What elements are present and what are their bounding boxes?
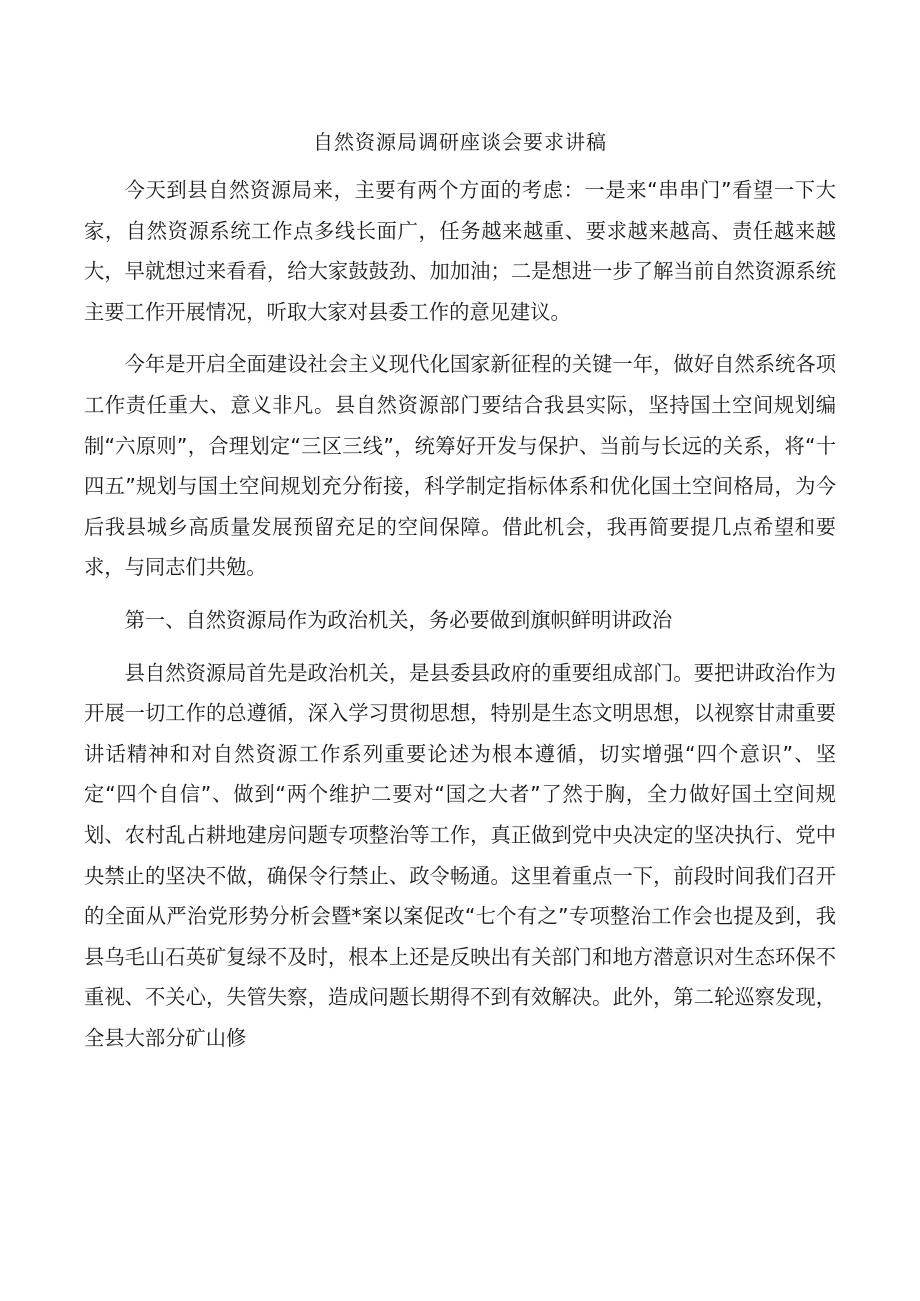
document-body: [84, 170, 836, 1058]
paragraph-context: 今年是开启全面建设社会主义现代化国家新征程的关键一年，做好自然系统各项工作责任重大、意义非凡。县自然资源部门要结合我县实际，坚持国土空间规划编制“六原则”，合理划定“三区三线”，统筹好开发与保护、当前与长远的关系，将“十四五”规划与国土空间规划充分衔接，科学制定指标体系和优化国土空间格局，为今后我县城乡高质量发展预留充足的空间保障。借此机会，我再简要提几点希望和要求，与同志们共勉。: [84, 352, 836, 580]
document-title: 自然资源局调研座谈会要求讲稿: [313, 130, 607, 154]
paragraph-intro: 今天到县自然资源局来，主要有两个方面的考虑：一是来“串串门”看望一下大家，自然资源系统工作点多线长面广，任务越来越重、要求越来越高、责任越来越大，早就想过来看看，给大家鼓鼓劲、加加油；二是想进一步了解当前自然资源系统主要工作开展情况，听取大家对县委工作的意见建议。: [84, 178, 836, 324]
section-heading-first: 第一、自然资源局作为政治机关，务必要做到旗帜鲜明讲政治: [124, 607, 673, 632]
paragraph-section-one: 县自然资源局首先是政治机关，是县委县政府的重要组成部门。要把讲政治作为开展一切工作的总遵循，深入学习贯彻思想，特别是生态文明思想，以视察甘肃重要讲话精神和对自然资源工作系列重要论述为根本遵循，切实增强“四个意识”、坚定“四个自信”、做到“两个维护二要对“国之大者”了然于胸，全力做好国土空间规划、农村乱占耕地建房问题专项整治等工作，真正做到党中央决定的坚决执行、党中央禁止的坚决不做，确保令行禁止、政令畅通。这里着重点一下，前段时间我们召开的全面从严治党形势分析会暨*案以案促改“七个有之”专项整治工作会也提及到，我县乌毛山石英矿复绿不及时，根本上还是反映出有关部门和地方潜意识对生态环保不重视、不关心，失管失察，造成问题长期得不到有效解决。此外，第二轮巡察发现，全县大部分矿山修: [84, 660, 836, 1050]
